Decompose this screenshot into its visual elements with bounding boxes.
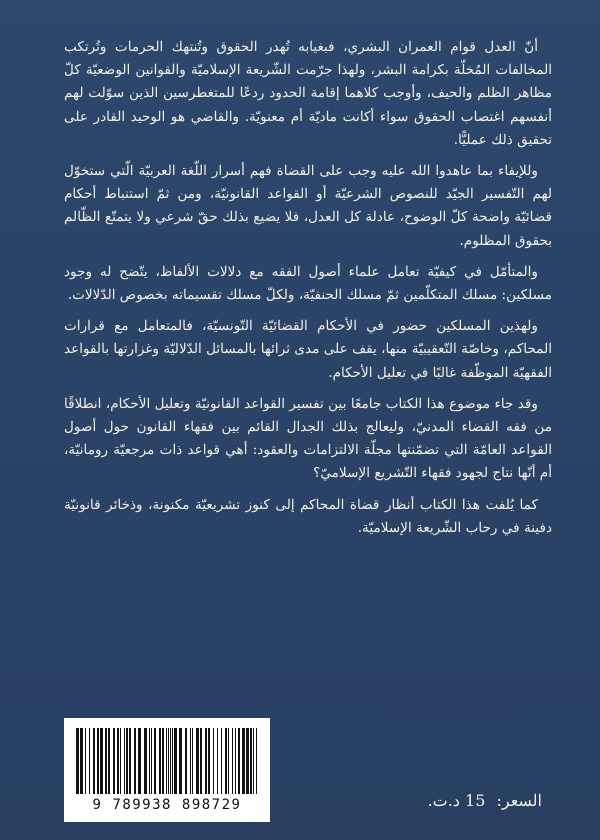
paragraph-4: ولهذين المسلكين حضور في الأحكام القضائيّة التّونسيّة، فالمتعامل مع قرارات المحاكم، وخاصّة التّعقيبيّة منها، يقف على مدى ثرائها بالمسائل الدّلاليّة وغزارتها بالقواعد الفقهيّة الموظّفة غالبًا في تعليل الأحكام. xyxy=(64,318,552,381)
blurb-text xyxy=(64,36,552,548)
paragraph-3: والمتأمّل في كيفيّة تعامل علماء أصول الفقه مع دلالات الألفاظ، يتّضح له وجود مسلكين: مسلك المتكلّمين ثمّ مسلك الحنفيّة، ولكلّ مسلك تقسيماته بخصوص الدّلالات. xyxy=(64,263,552,304)
paragraph-2: وللإيفاء بما عاهدوا الله عليه وجب على القضاة فهم أسرار اللّغة العربيّة الّتي ستخوّل لهم التّفسير الجيّد للنصوص الشرعيّة أو القواعد القانونيّة، ومن ثمّ استنباط أحكام قضائيّة واضحة كلّ الوضوح، عادلة كل العدل، فلا يضيع بذلك حقّ شرعي ولا يتمتّع الظّالم بحقوق المظلوم. xyxy=(64,163,552,249)
price-amount: 15 د.ت. xyxy=(427,791,486,810)
paragraph-1: أنّ العدل قوام العمران البشري، فبغيابه تُهدر الحقوق وتُنتهك الحرمات وتُرتكب المخالفات المُخلّة بكرامة البشر، ولهذا جرّمت الشّريعة الإسلاميّة والقوانين الوضعيّة كلّ مظاهر الظلم والحيف، وأوجب كلاهما إقامة الحدود ردعًا للمتغطرسين الذين سوّلت لهم أنفسهم اغتصاب الحقوق سواء أكانت ماديّة أم معنويّة. والقاضي هو الوحيد القادر على تحقيق ذلك عمليًّا. xyxy=(64,39,552,148)
barcode-number: 9 789938 898729 xyxy=(92,797,242,813)
price-label: السعر: xyxy=(496,791,542,810)
barcode-bars-graphic xyxy=(74,728,260,794)
paragraph-5: وقد جاء موضوع هذا الكتاب جامعًا بين تفسير القواعد القانونيّة وتعليل الأحكام، انطلاقًا من فقه القضاء المدنيّ، وليعالج بذلك الجدال القائم بين فقهاء القانون حول أصول القواعد العامّة التي تضمّنتها مجلّة الالتزامات والعقود: أهي قواعد ذات مرجعيّة رومانيّة، أم أنّها نتاج لجهود فقهاء التّشريع الإسلاميّ؟ xyxy=(64,395,552,482)
paragraph-6: كما يُلفت هذا الكتاب أنظار قضاة المحاكم إلى كنوز تشريعيّة مكنونة، وذخائر قانونيّة دفينة في رحاب الشّريعة الإسلاميّة. xyxy=(64,496,552,536)
price-tag xyxy=(422,791,542,810)
isbn-barcode xyxy=(64,718,270,822)
